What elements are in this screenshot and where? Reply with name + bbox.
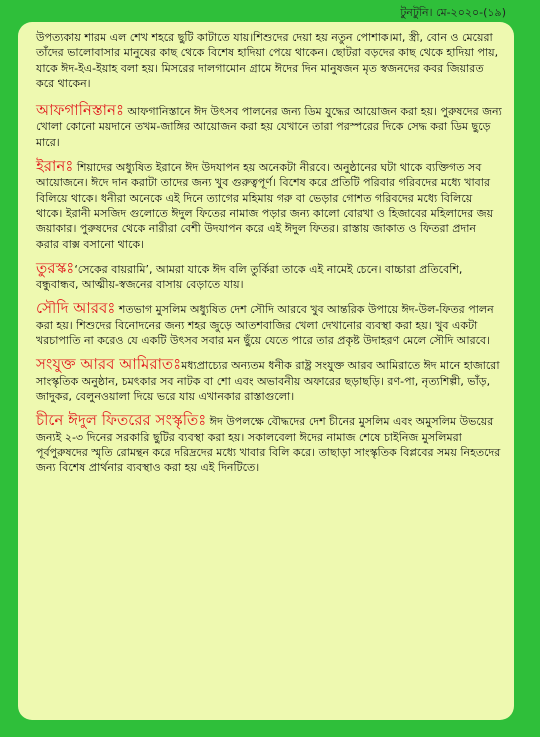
section-uae	[36, 357, 502, 404]
section-saudi-arabia	[36, 301, 502, 348]
section-text: শতভাগ মুসলিম অধ্যুষিত দেশ সৌদি আরবে খুব আন্তরিক উপায়ে ঈদ-উল-ফিতর পালন করা হয়। শিশুদের বিনোদনের জন্য শহর জুড়ে আতশবাজির খেলা দেখানোর ব্যবস্থা করা হয়। খুব একটা খরচাপাতি না করেও যে একটি উৎসব সবার মন ছুঁয়ে যেতে পারে তার প্রকৃষ্ট উদাহরণ মেলে সৌদি আরবে।	[36, 303, 494, 348]
section-iran	[36, 159, 502, 252]
section-title: সংযুক্ত আরব আমিরাতঃ	[36, 355, 182, 374]
section-title: সৌদি আরবঃ	[36, 299, 116, 318]
section-text: ‘সেকের বায়রামি’, আমরা যাকে ঈদ বলি তুর্কিরা তাকে এই নামেই চেনে। বাচ্চারা প্রতিবেশি, বন্ধুবান্ধব, আত্মীয়-স্বজনের বাসায় বেড়াতে যায়।	[36, 262, 463, 292]
intro-paragraph: উপত্যকায় শারম এল শেখ শহরে ছুটি কাটাতে যায়।শিশুদের দেয়া হয় নতুন পোশাক।মা, স্ত্রী, বোন ও মেয়েরা তাঁদের ভালোবাসার মানুষের কাছ থেকে বিশেষ হাদিয়া পেয়ে থাকেন। ছোটরা বড়দের কাছ থেকে হাদিয়া পায়, যাকে ঈদ-ইএ-ইয়াহ বলা হয়। মিসরের দালগামোন গ্রামে ঈদের দিন মানুষজন মৃত স্বজনদের কবর জিয়ারত করে থাকেন।	[36, 31, 499, 90]
section-turkey	[36, 258, 502, 293]
section-title: চীনে ঈদুল ফিতরের সংস্কৃতিঃ	[36, 411, 207, 430]
section-title: ইরানঃ	[36, 157, 74, 176]
section-text: শিয়াদের অধ্যুষিত ইরানে ঈদ উদযাপন হয় অনেকটা নীরবে। অনুষ্ঠানের ঘটা থাকে ব্যক্তিগত সব আয়োজনে। ঈদে দান করাটা তাদের জন্য খুব গুরুত্বপূর্ণ। বিশেষ করে প্রতিটি পরিবার গরিবদের মধ্যে খাবার বিলিয়ে থাকে। ধনীরা অনেকে এই দিনে ত্যাগের মহিমায় গরু বা ভেড়ার গোশত গরিবদের মধ্যে বিলিয়ে থাকে। ইরানী মসজিদ গুলোতে ঈদুল ফিতের নামাজ পড়ার জন্য কালো বোরখা ও হিজাবের মহিলাদের জয় জয়াকার। পুরুষদের থেকে নারীরা বেশী উদযাপন করে এই ঈদুল ফিতর। রাস্তায় জাকাত ও ফিতরা প্রদান করার বাক্স বসানো থাকে।	[36, 161, 494, 251]
section-title: আফগানিস্তানঃ	[36, 101, 124, 120]
section-text: ঈদ উপলক্ষে বৌদ্ধদের দেশ চীনের মুসলিম এবং অমুসলিম উভয়ের জন্যই ২-৩ দিনের সরকারি ছুটির ব্যবস্থা করা হয়। সকালবেলা ঈদের নামাজ শেষে চাইনিজ মুসলিমরা পূর্বপুরুষদের স্মৃতি রোমন্থন করে দরিদ্রদের মধ্যে খাবার বিলি করে। তাছাড়া সাংস্কৃতিক বিপ্লবের সময় নিহতদের জন্য বিশেষ প্রার্থনার ব্যবস্থাও করা হয় এই দিনটিতে।	[36, 415, 501, 475]
article-panel	[18, 22, 514, 720]
section-afghanistan	[36, 103, 502, 150]
section-text: মধ্যপ্রাচ্যের অন্যতম ধনীক রাষ্ট্র সংযুক্ত আরব আমিরাতে ঈদ মানে হাজারো সাংস্কৃতিক অনুষ্ঠান, চমৎকার সব নাটক বা শো এবং অভাবনীয় অফারের ছড়াছড়ি। রণ-পা, নৃত্যশিল্পী, ভাঁড়, জাদুকর, বেলুনওয়ালা দিয়ে ভরে যায় এখানকার রাস্তাগুলো।	[36, 359, 500, 403]
section-text: আফগানিস্তানে ঈদ উৎসব পালনের জন্য ডিম যুদ্ধের আয়োজন করা হয়। পুরুষদের জন্য খোলা কোনো ময়দানে তখম-জাঙ্গির আয়োজন করা হয় যেখানে তারা পরস্পরের দিকে সেদ্ধ করা ডিম ছুড়ে মারে।	[36, 105, 502, 149]
section-china	[36, 413, 502, 475]
page-header: টুনটুনি। মে-২০২০-(১৯)	[400, 6, 506, 19]
section-title: তুরস্কঃ	[36, 258, 75, 277]
